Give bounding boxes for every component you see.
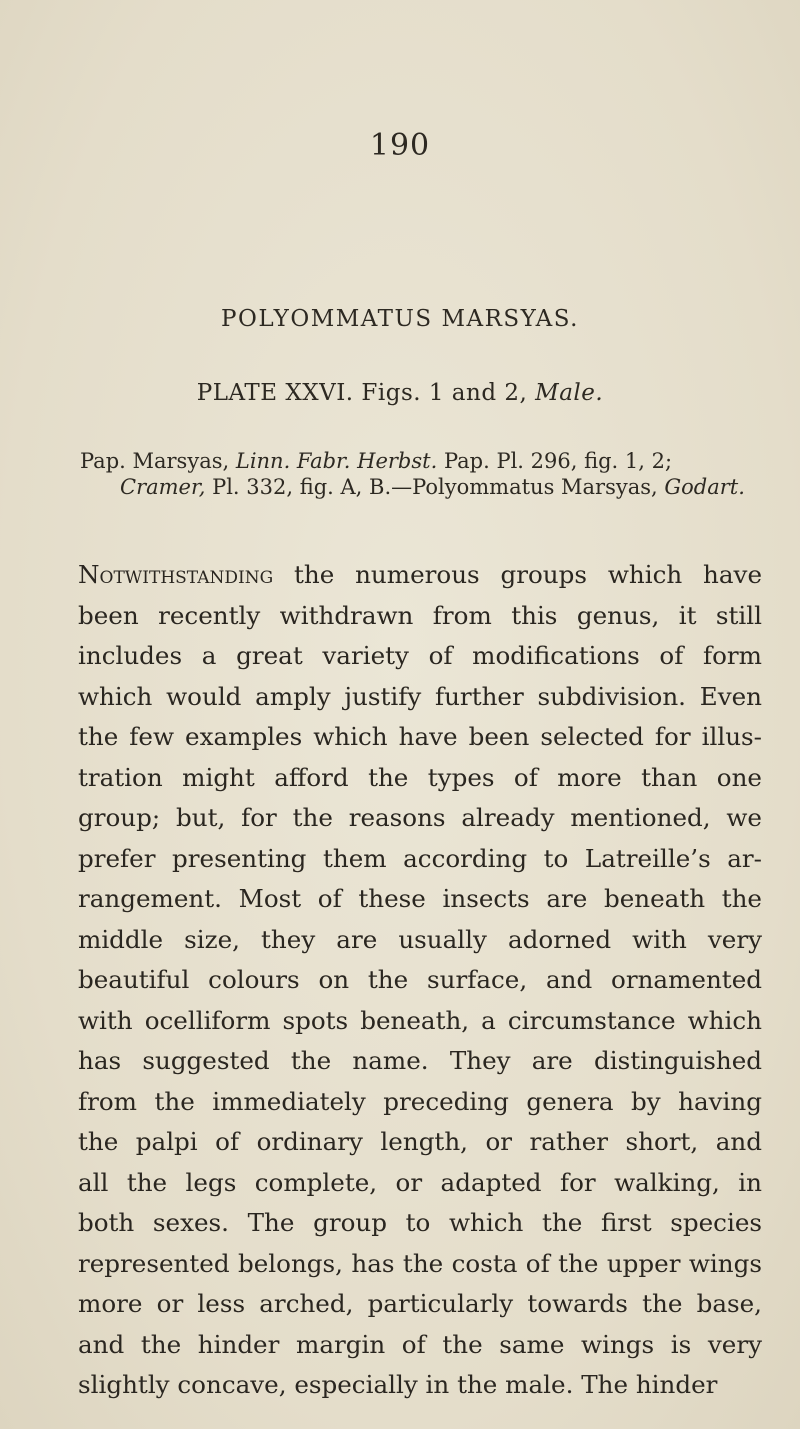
body-line: and the hinder margin of the same wings is very [78, 1329, 762, 1359]
body-line: with ocelliform spots beneath, a circumstance which [78, 1005, 762, 1035]
plate-sex: Male. [535, 380, 604, 406]
body-line: middle size, they are usually adorned with very [78, 924, 762, 954]
synonymy-2c: Godart. [664, 475, 745, 499]
body-line: more or less arched, particularly towards the base, [78, 1289, 762, 1318]
body-line [78, 555, 762, 596]
body-line: the palpi of ordinary length, or rather short, and [78, 1127, 762, 1156]
synonymy-2b: Pl. 332, fig. A, B.—Polyommatus Marsyas, [212, 475, 658, 499]
body-line: tration might afford the types of more than one [78, 762, 762, 792]
body-line: slightly concave, especially in the male. The hinder [78, 1370, 718, 1399]
plate-reference [0, 380, 800, 406]
synonymy-line-1 [80, 448, 780, 475]
body-line: all the legs complete, or adapted for walking, in [78, 1167, 762, 1197]
body-line: group; but, for the reasons already mentioned, we [78, 803, 762, 832]
body-line: beautiful colours on the surface, and ornamented [78, 965, 762, 994]
plate-reference-text: PLATE XXVI. Figs. 1 and 2, [196, 380, 528, 406]
body-line: been recently withdrawn from this genus, it still [78, 600, 762, 630]
body-line: which would amply justify further subdivision. Even [78, 681, 762, 711]
synonymy-1c: Pap. Pl. 296, fig. 1, 2; [443, 449, 673, 473]
synonymy-1b: Linn. Fabr. Herbst. [235, 449, 438, 473]
body-line: prefer presenting them according to Latreille’s ar- [78, 843, 762, 873]
page-number: 190 [369, 128, 431, 163]
body-line-text: the numerous groups which have [273, 560, 762, 589]
body-line: from the immediately preceding genera by having [78, 1086, 762, 1116]
body-line: represented belongs, has the costa of the upper wings [78, 1248, 762, 1278]
species-heading: POLYOMMATUS MARSYAS. [221, 306, 579, 332]
synonymy-2a: Cramer, [120, 475, 206, 499]
body-paragraph [78, 555, 762, 1406]
synonymy-line-2 [120, 474, 780, 501]
body-line: both sexes. The group to which the first species [78, 1208, 762, 1237]
synonymy-1a: Pap. Marsyas, [80, 449, 230, 473]
body-line: the few examples which have been selected for illus- [78, 722, 762, 751]
body-line: rangement. Most of these insects are beneath the [78, 884, 762, 913]
body-line: includes a great variety of modifications of form [78, 641, 762, 670]
body-line: has suggested the name. They are distinguished [78, 1046, 762, 1075]
body-lead: Notwithstanding [78, 560, 274, 589]
